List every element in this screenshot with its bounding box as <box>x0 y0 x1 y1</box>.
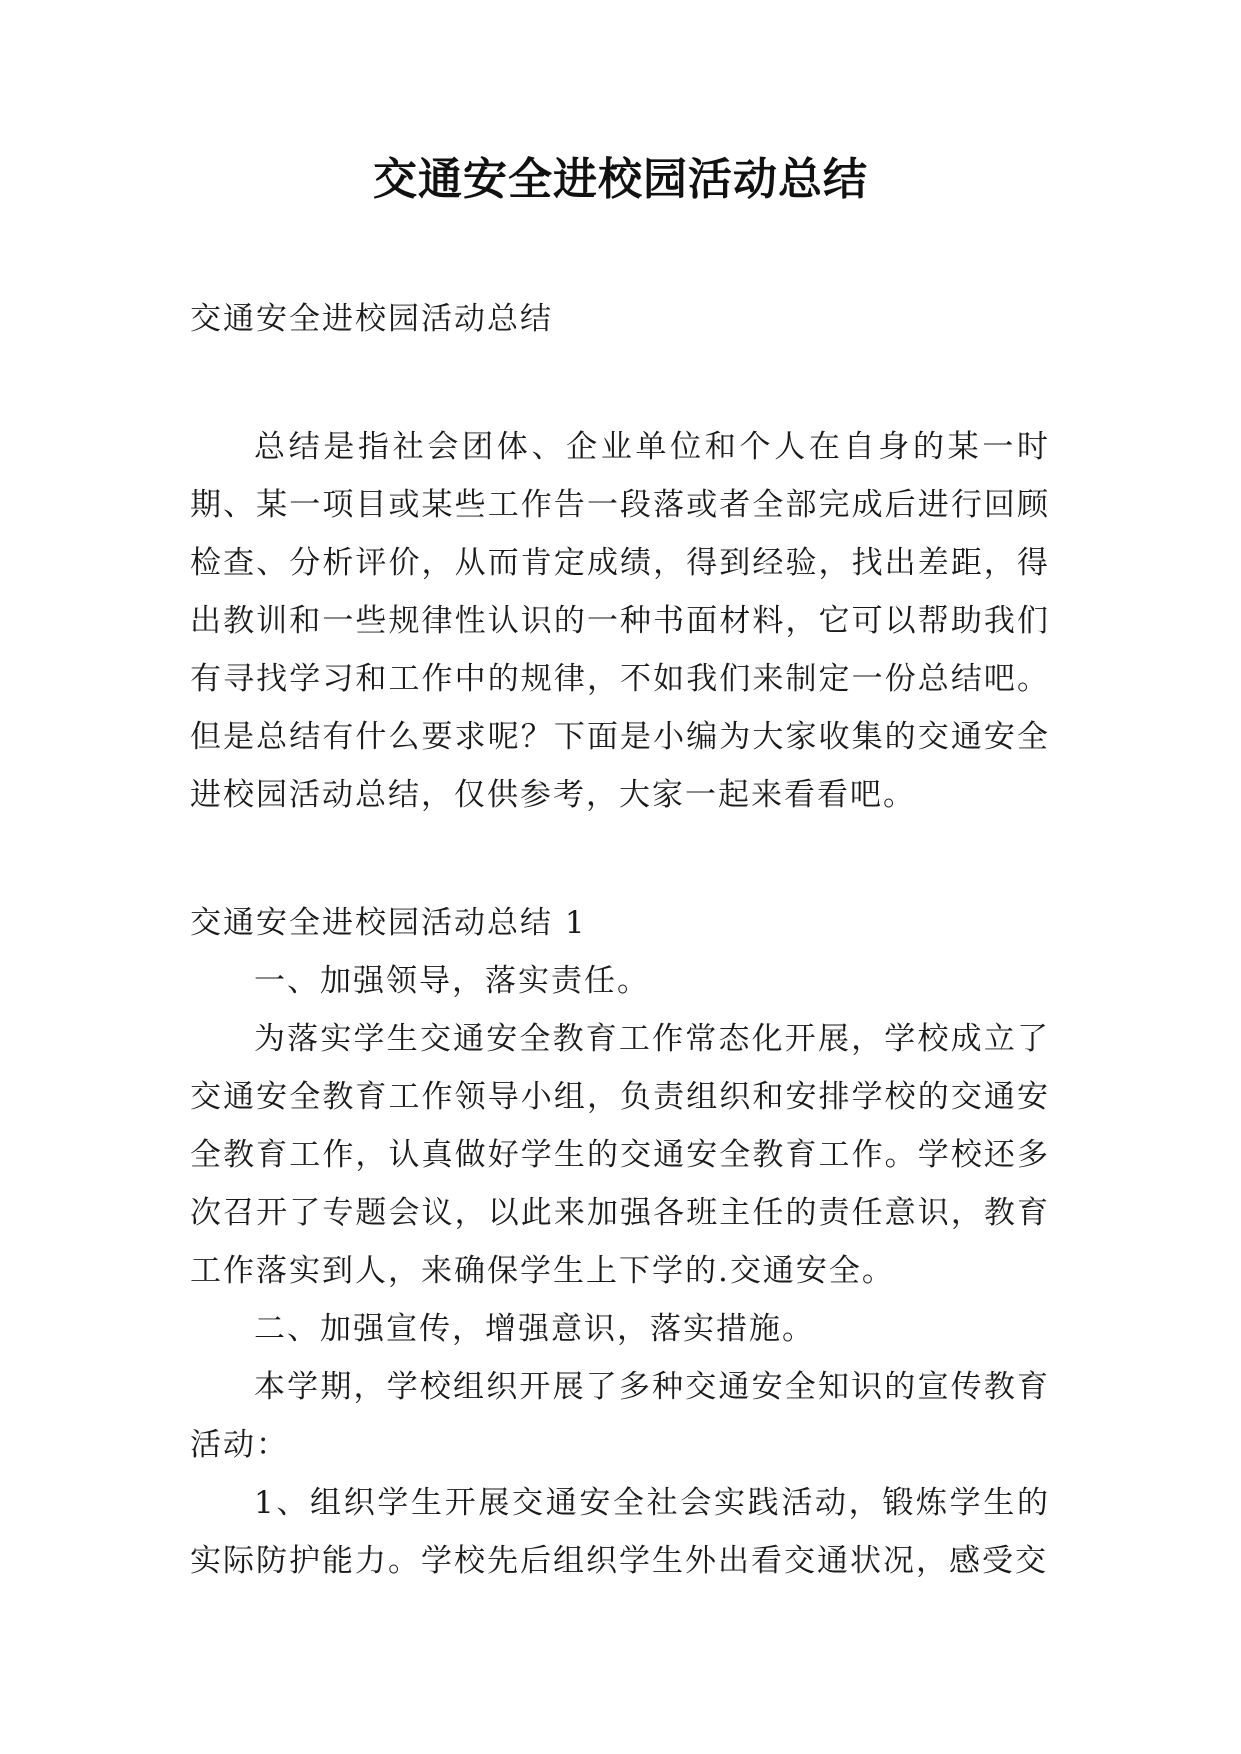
document-body <box>190 290 1050 1590</box>
body-paragraph: 为落实学生交通安全教育工作常态化开展，学校成立了交通安全教育工作领导小组，负责组织和安排学校的交通安全教育工作，认真做好学生的交通安全教育工作。学校还多次召开了专题会议，以此来加强各班主任的责任意识，教育工作落实到人，来确保学生上下学的.交通安全。 <box>190 1021 1050 1289</box>
body-paragraph: 1、组织学生开展交通安全社会实践活动，锻炼学生的实际防护能力。学校先后组织学生外出看交通状况，感受交 <box>190 1485 1050 1579</box>
section-heading: 交通安全进校园活动总结 1 <box>190 905 587 941</box>
section-point-1: 一、加强领导，落实责任。 <box>254 963 650 999</box>
document-title: 交通安全进校园活动总结 <box>373 154 868 205</box>
body-paragraph: 本学期，学校组织开展了多种交通安全知识的宣传教育活动： <box>190 1369 1050 1463</box>
intro-paragraph: 总结是指社会团体、企业单位和个人在自身的某一时期、某一项目或某些工作告一段落或者全部完成后进行回顾检查、分析评价，从而肯定成绩，得到经验，找出差距，得出教训和一些规律性认识的一种书面材料，它可以帮助我们有寻找学习和工作中的规律，不如我们来制定一份总结吧。但是总结有什么要求呢？下面是小编为大家收集的交通安全进校园活动总结，仅供参考，大家一起来看看吧。 <box>190 429 1050 813</box>
section-point-2: 二、加强宣传，增强意识，落实措施。 <box>254 1311 815 1347</box>
document-subtitle: 交通安全进校园活动总结 <box>190 301 553 337</box>
